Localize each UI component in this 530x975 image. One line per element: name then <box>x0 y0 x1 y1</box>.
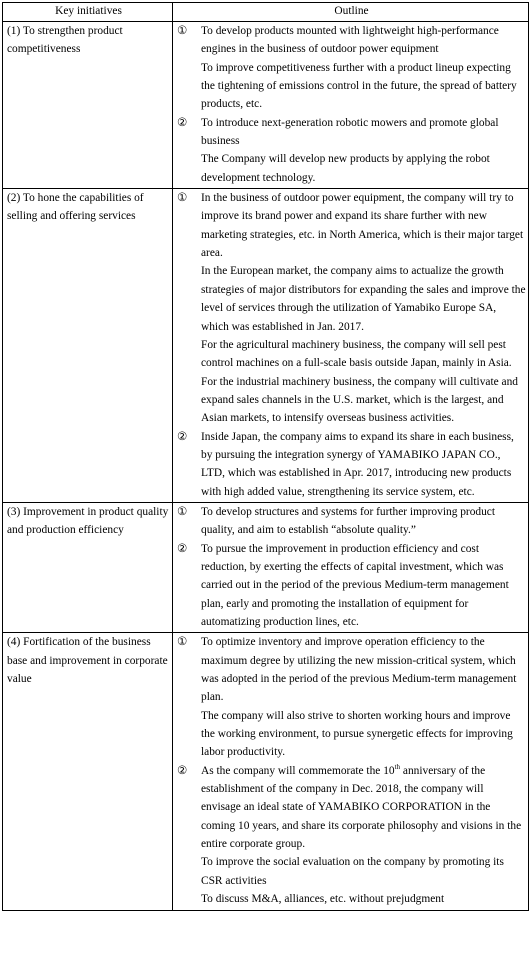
paragraph-text: anniversary of the establishment of the company in Dec. 2018, the company will envisage an ideal state of YAMABIKO CORPORATION in the coming 10 years, and share its corporate philosophy and visions in the entire corporate group. <box>201 764 522 851</box>
outline-paragraph: For the industrial machinery business, the company will cultivate and expand sales channels in the U.S. market, which is the largest, and Asian markets, to intensify overseas business activities. <box>201 375 518 425</box>
outline-item <box>177 762 526 909</box>
ordinal-suffix: th <box>394 762 401 771</box>
outline-item <box>177 22 526 114</box>
key-initiative-cell: (4) Fortification of the business base and improvement in corporate value <box>3 633 173 910</box>
header-row <box>3 3 529 22</box>
item-number-mark: ② <box>177 764 188 777</box>
item-number-mark: ① <box>177 636 188 649</box>
table-row <box>3 22 529 189</box>
outline-paragraph: The Company will develop new products by applying the robot development technology. <box>201 153 490 184</box>
key-initiative-cell: (2) To hone the capabilities of selling and offering services <box>3 189 173 503</box>
outline-paragraph <box>201 762 526 854</box>
outline-paragraph: Inside Japan, the company aims to expand its share in each business, by pursuing the integration synergy of YAMABIKO JAPAN CO., LTD, which was established in Apr. 2017, introducing new products with high added value, strengthening its service system, etc. <box>201 430 514 498</box>
outline-item <box>177 428 526 501</box>
outline-paragraph: To develop products mounted with lightweight high-performance engines in the business of outdoor power equipment <box>201 25 499 56</box>
outline-item <box>177 540 526 632</box>
outline-item-body <box>201 503 526 540</box>
outline-paragraph: In the business of outdoor power equipment, the company will try to improve its brand power and expand its share further with new marketing strategies, etc. in North America, which is their major target area. <box>201 192 524 260</box>
outline-item-body <box>201 114 526 187</box>
item-number-mark: ① <box>177 505 188 518</box>
outline-paragraph: To discuss M&A, alliances, etc. without prejudgment <box>201 893 445 906</box>
header-outline: Outline <box>173 3 529 22</box>
outline-cell <box>173 502 529 632</box>
table-body <box>3 22 529 911</box>
outline-paragraph: The company will also strive to shorten working hours and improve the working environment, to pursue synergetic effects for improving labor productivity. <box>201 709 513 759</box>
item-number-mark: ② <box>177 542 188 555</box>
outline-item-body <box>201 762 526 909</box>
outline-item <box>177 503 526 540</box>
initiatives-table <box>2 2 529 911</box>
outline-cell <box>173 633 529 910</box>
outline-paragraph: To develop structures and systems for further improving product quality, and aim to establish “absolute quality.” <box>201 505 496 537</box>
header-key-initiatives: Key initiatives <box>3 3 173 22</box>
outline-item <box>177 114 526 187</box>
outline-paragraph: For the agricultural machinery business, the company will sell pest control machines on a full-scale basis outside Japan, mainly in Asia. <box>201 338 512 370</box>
table-row <box>3 189 529 503</box>
outline-paragraph: To improve the social evaluation on the company by promoting its CSR activities <box>201 856 504 887</box>
outline-cell <box>173 22 529 189</box>
outline-item <box>177 633 526 761</box>
item-number-mark: ① <box>177 25 188 37</box>
key-initiative-cell: (1) To strengthen product competitiveness <box>3 22 173 189</box>
item-number-mark: ② <box>177 430 188 443</box>
key-initiative-cell: (3) Improvement in product quality and production efficiency <box>3 502 173 632</box>
outline-item-body <box>201 540 526 632</box>
item-number-mark: ① <box>177 192 188 205</box>
outline-item-body <box>201 22 526 114</box>
outline-paragraph: To pursue the improvement in production efficiency and cost reduction, by exerting the effects of capital investment, which was carried out in the period of the previous Medium-term management plan, early and promoting the installation of equipment for automatizing production lines, etc. <box>201 542 509 628</box>
outline-paragraph: In the European market, the company aims to actualize the growth strategies of major distributors for expanding the sales and improve the level of services through the utilization of Yamabiko Europe SA, which was established in Jan. 2017. <box>201 265 526 333</box>
outline-item <box>177 189 526 427</box>
outline-paragraph: To improve competitiveness further with a product lineup expecting the tightening of emissions control in the future, the spread of battery products, etc. <box>201 61 517 111</box>
item-number-mark: ② <box>177 116 188 129</box>
outline-paragraph: To introduce next-generation robotic mowers and promote global business <box>201 116 499 148</box>
table-row <box>3 502 529 632</box>
outline-item-body <box>201 189 526 427</box>
outline-item-body <box>201 428 526 501</box>
outline-cell <box>173 189 529 503</box>
outline-paragraph: To optimize inventory and improve operation efficiency to the maximum degree by utilizing the new mission-critical system, which was adopted in the period of the previous Medium-term management plan. <box>201 636 517 704</box>
outline-item-body <box>201 633 526 761</box>
paragraph-text: As the company will commemorate the 10 <box>201 764 395 777</box>
table-row <box>3 633 529 910</box>
